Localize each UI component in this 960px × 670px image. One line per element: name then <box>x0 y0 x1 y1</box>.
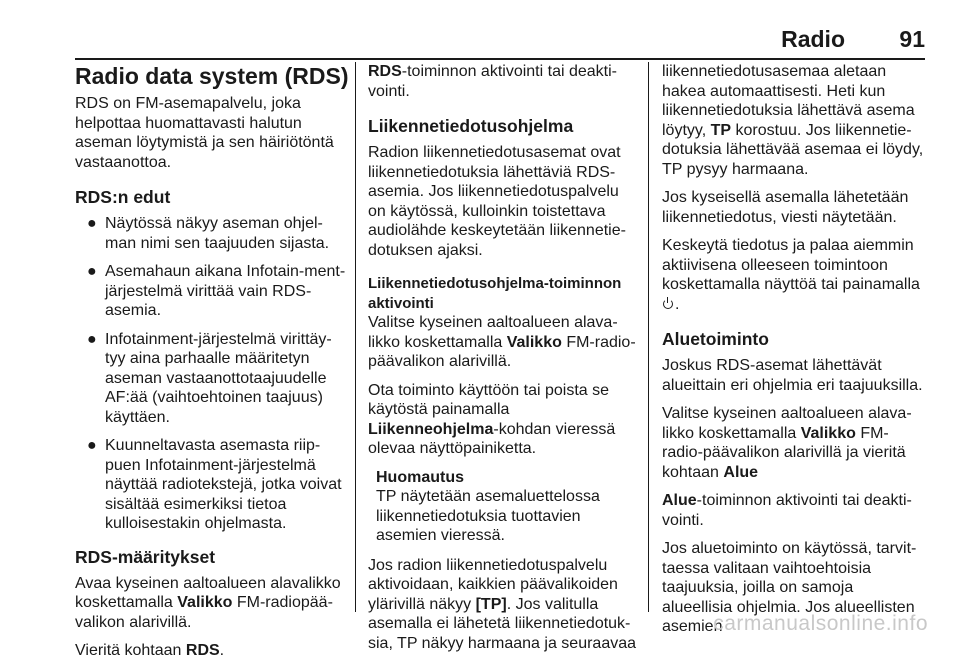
paragraph: Valitse kyseinen aaltoalueen alava-likko koskettamalla Valikko FM-radio-päävalikon alarivillä ja vieritä kohtaan Alue <box>662 405 912 481</box>
paragraph: Avaa kyseinen aaltoalueen alavalikko koskettamalla Valikko FM-radiopää-valikon alarivillä. <box>75 574 341 631</box>
rds-advantages-heading: RDS:n edut <box>75 187 171 207</box>
column-2 <box>368 62 636 662</box>
paragraph: Radion liikennetiedotusasemat ovat liikennetiedotuksia lähettäviä RDS-asemia. Jos liikennetiedotuspalvelu on käytössä, kulloinkin toistettava audiolähde keskeytetään liikennetie-dotuksen ajaksi. <box>368 144 626 259</box>
list-item: ● Kuunneltavasta asemasta riip-puen Infotainment-järjestelmä näyttää radiotekstejä, jotka voivat sisältää esimerkiksi tietoa kulloisestakin ohjelmasta. <box>87 437 342 532</box>
traffic-heading: Liikennetiedotusohjelma <box>368 116 574 136</box>
list-item: ● Näytössä näkyy aseman ohjel-man nimi sen taajuuden sijasta. <box>87 215 330 252</box>
paragraph: Alue-toiminnon aktivointi tai deakti-vointi. <box>662 492 912 529</box>
region-heading: Aluetoiminto <box>662 329 769 349</box>
bullet-icon: ● <box>87 215 97 232</box>
note-text: TP näytetään asemaluettelossa liikennetiedotuksia tuottavien asemien vieressä. <box>376 488 600 544</box>
column-3 <box>662 62 925 646</box>
column-divider <box>355 62 356 612</box>
paragraph: liikennetiedotusasemaa aletaan hakea automaattisesti. Heti kun liikennetiedotuksia lähettävä asema löytyy, TP korostuu. Jos liikennetie-dotuksia lähettävää asemaa ei löydy, TP pysyy harmaana. <box>662 63 924 178</box>
note-heading: Huomautus <box>376 468 464 486</box>
rds-config-heading: RDS-määritykset <box>75 546 216 567</box>
paragraph: Jos radion liikennetiedotuspalvelu aktivoidaan, kaikkien päävalikoiden ylärivillä näkyy [TP]. Jos valitulla asemalla ei lähetetä liikennetiedotuk-sia, TP näkyy harmaana ja seuraavaa <box>368 556 637 652</box>
page-header <box>75 20 925 60</box>
column-divider <box>648 62 649 612</box>
column-1 <box>75 62 350 670</box>
list-item: ● Infotainment-järjestelmä virittäy-tyy aina parhaalle määritetyn aseman vastaanottotaajuudelle AF:ää (vaihtoehtoinen taajuus) käyttäen. <box>87 330 332 426</box>
paragraph: Vieritä kohtaan RDS. <box>75 642 225 659</box>
paragraph: Jos kyseisellä asemalla lähetetään liikennetiedotus, viesti näytetään. <box>662 189 909 226</box>
bullet-icon: ● <box>87 263 97 280</box>
bullet-icon: ● <box>87 330 97 348</box>
list-item: ● Asemahaun aikana Infotain-ment-järjestelmä virittää vain RDS-asemia. <box>87 263 346 319</box>
paragraph: Keskeytä tiedotus ja palaa aiemmin aktiivisena olleeseen toimintoon koskettamalla näyttöä tai painamalla . <box>662 237 920 313</box>
rds-advantages-list <box>75 214 350 534</box>
note-box <box>376 468 636 546</box>
rds-intro: RDS on FM-asemapalvelu, joka helpottaa huomattavasti halutun aseman löytymistä ja sen häiriötöntä vastaanottoa. <box>75 95 334 171</box>
power-icon <box>663 299 673 309</box>
rds-title: Radio data system (RDS) <box>75 63 349 89</box>
bullet-icon: ● <box>87 437 97 454</box>
paragraph: Ota toiminto käyttöön tai poista se käytöstä painamalla Liikenneohjelma-kohdan vieressä olevaa näyttöpainiketta. <box>368 381 616 457</box>
paragraph: RDS-toiminnon aktivointi tai deakti-vointi. <box>368 63 617 100</box>
paragraph: Valitse kyseinen aaltoalueen alava-likko koskettamalla Valikko FM-radio-päävalikon alarivillä. <box>368 314 636 370</box>
page-number: 91 <box>899 26 925 52</box>
paragraph: Joskus RDS-asemat lähettävät alueittain eri ohjelmia eri taajuuksilla. <box>662 357 923 394</box>
paragraph: Jos aluetoiminto on käytössä, tarvit-taessa valitaan vaihtoehtoisia taajuuksia, joilla on samoja alueellisia ohjelmia. Jos alueellisten asemien <box>662 540 917 635</box>
watermark: carmanualsonline.info <box>713 612 928 635</box>
section-title: Radio <box>781 26 845 52</box>
traffic-activation-heading: Liikennetiedotusohjelma-toiminnon aktivointi <box>368 275 622 312</box>
